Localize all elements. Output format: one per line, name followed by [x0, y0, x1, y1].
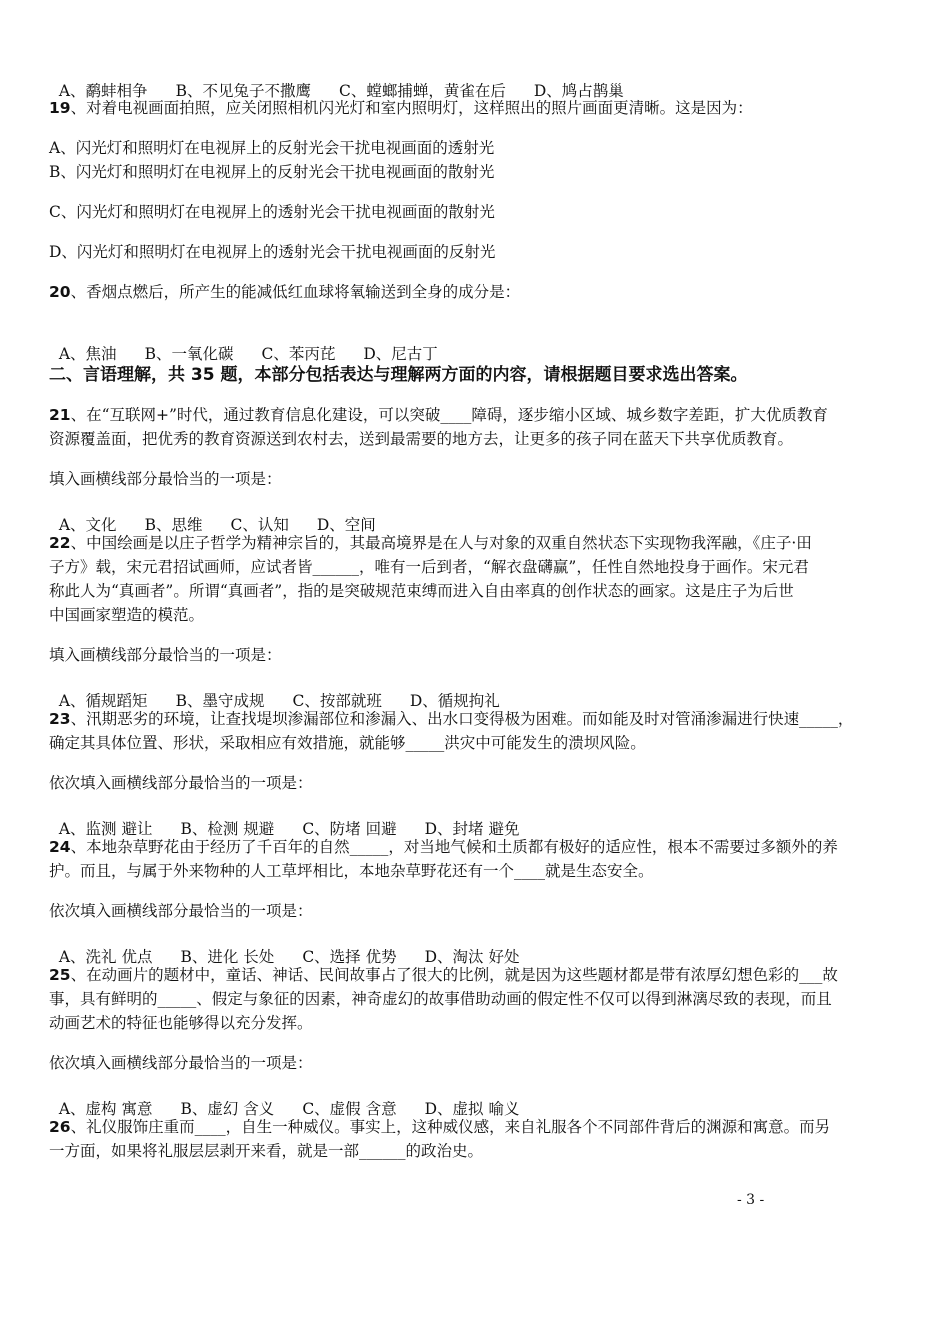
q24-options [49, 924, 547, 968]
q22-option-c: C、按部就班 [292, 692, 382, 710]
q24-number: 24 [49, 838, 71, 856]
q19-number: 19 [49, 99, 71, 117]
q22-option-d: D、循规拘礼 [409, 692, 500, 710]
q23-line1: 、汛期恶劣的环境，让查找堤坝渗漏部位和渗漏入、出水口变得极为困难。而如能及时对管涌渗漏进行快速_____， [70, 710, 854, 728]
q21-option-d: D、空间 [316, 516, 376, 534]
q22-number: 22 [49, 534, 71, 552]
q19-option-a: A、闪光灯和照明灯在电视屏上的反射光会干扰电视画面的透射光 [49, 139, 495, 157]
q25-line1: 、在动画片的题材中，童话、神话、民间故事占了很大的比例，就是因为这些题材都是带有浓厚幻想色彩的___故 [70, 966, 838, 984]
q24-option-c: C、选择 优势 [302, 948, 397, 966]
q23-line2: 确定其具体位置、形状，采取相应有效措施，就能够_____洪灾中可能发生的溃坝风险。 [49, 734, 646, 752]
q21-stem [49, 404, 828, 426]
q26-stem [49, 1116, 830, 1138]
q20-number: 20 [49, 283, 71, 301]
q18-option-a: A、鹬蚌相争 [58, 82, 148, 100]
q21-option-c: C、认知 [230, 516, 289, 534]
q25-line2: 事，具有鲜明的_____、假定与象征的因素，神奇虚幻的故事借助动画的假定性不仅可以得到淋漓尽致的表现，而且 [49, 990, 832, 1008]
q26-line2: 一方面，如果将礼服层层剥开来看，就是一部______的政治史。 [49, 1142, 484, 1160]
q25-options [49, 1076, 547, 1120]
q19-stem [49, 97, 753, 119]
q19-option-c: C、闪光灯和照明灯在电视屏上的透射光会干扰电视画面的散射光 [49, 203, 495, 221]
q24-option-d: D、淘汰 好处 [424, 948, 520, 966]
q23-option-d: D、封堵 避免 [424, 820, 520, 838]
q22-option-b: B、墨守成规 [175, 692, 265, 710]
q24-stem [49, 836, 838, 858]
q24-option-a: A、洗礼 优点 [58, 948, 153, 966]
q25-option-c: C、虚假 含意 [302, 1100, 397, 1118]
q23-number: 23 [49, 710, 71, 728]
q22-line1: 、中国绘画是以庄子哲学为精神宗旨的，其最高境界是在人与对象的双重自然状态下实现物我浑融，《庄子·田 [70, 534, 812, 552]
q22-line4: 中国画家塑造的模范。 [49, 606, 205, 624]
q20-option-b: B、一氧化碳 [144, 345, 234, 363]
q25-number: 25 [49, 966, 71, 984]
q24-line1: 、本地杂草野花由于经历了千百年的自然_____，对当地气候和土质都有极好的适应性，根本不需要过多额外的养 [70, 838, 838, 856]
q22-line2: 子方》载，宋元君招试画师，应试者皆______，唯有一后到者，“解衣盘礴赢”，任性自然地投身于画作。宋元君 [49, 558, 809, 576]
q25-line3: 动画艺术的特征也能够得以充分发挥。 [49, 1014, 313, 1032]
q25-option-b: B、虚幻 含义 [180, 1100, 275, 1118]
q20-stem [49, 281, 520, 303]
q18-option-b: B、不见兔子不撒鹰 [175, 82, 311, 100]
q19-option-d: D、闪光灯和照明灯在电视屏上的透射光会干扰电视画面的反射光 [49, 243, 496, 261]
q23-option-b: B、检测 规避 [180, 820, 275, 838]
q19-option-b: B、闪光灯和照明灯在电视屏上的反射光会干扰电视画面的散射光 [49, 163, 495, 181]
q20-text: 、香烟点燃后，所产生的能减低红血球将氧输送到全身的成分是： [70, 283, 521, 301]
q18-option-d: D、鸠占鹊巢 [533, 82, 624, 100]
q22-stem [49, 532, 812, 554]
q22-options [49, 668, 528, 712]
q26-line1: 、礼仪服饰庄重而____，自生一种威仪。事实上，这种威仪感，来自礼服各个不同部件背后的渊源和寓意。而另 [70, 1118, 831, 1136]
q21-line1: 、在“互联网+”时代，通过教育信息化建设，可以突破____障碍，逐步缩小区域、城乡数字差距，扩大优质教育 [70, 406, 828, 424]
q23-stem [49, 708, 853, 730]
q24-prompt: 依次填入画横线部分最恰当的一项是： [49, 902, 313, 920]
q23-options [49, 796, 547, 840]
q20-options [49, 321, 466, 365]
q21-options [49, 492, 404, 536]
q19-text: 、对着电视画面拍照，应关闭照相机闪光灯和室内照明灯，这样照出的照片画面更清晰。这是因为： [70, 99, 753, 117]
section-heading: 二、言语理解，共 35 题，本部分包括表达与理解两方面的内容，请根据题目要求选出答案。 [49, 365, 748, 385]
q22-option-a: A、循规蹈矩 [58, 692, 148, 710]
q25-prompt: 依次填入画横线部分最恰当的一项是： [49, 1054, 313, 1072]
q23-option-a: A、监测 避让 [58, 820, 153, 838]
q22-line3: 称此人为“真画者”。所谓“真画者”，指的是突破规范束缚而进入自由率真的创作状态的画家。这是庄子为后世 [49, 582, 794, 600]
q22-prompt: 填入画横线部分最恰当的一项是： [49, 646, 282, 664]
q24-line2: 护。而且，与属于外来物种的人工草坪相比，本地杂草野花还有一个____就是生态安全。 [49, 862, 654, 880]
q26-number: 26 [49, 1118, 71, 1136]
page-number: - 3 - [737, 1192, 765, 1208]
q20-option-a: A、焦油 [58, 345, 117, 363]
q20-option-d: D、尼古丁 [363, 345, 438, 363]
q18-options [49, 58, 652, 102]
q25-stem [49, 964, 838, 986]
q21-number: 21 [49, 406, 71, 424]
q24-option-b: B、进化 长处 [180, 948, 275, 966]
q18-option-c: C、螳螂捕蝉，黄雀在后 [338, 82, 506, 100]
q23-option-c: C、防堵 回避 [302, 820, 397, 838]
q25-option-d: D、虚拟 喻义 [424, 1100, 520, 1118]
q25-option-a: A、虚构 寓意 [58, 1100, 153, 1118]
q20-option-c: C、苯丙芘 [261, 345, 336, 363]
q21-option-b: B、思维 [144, 516, 203, 534]
q21-prompt: 填入画横线部分最恰当的一项是： [49, 470, 282, 488]
q23-prompt: 依次填入画横线部分最恰当的一项是： [49, 774, 313, 792]
q21-option-a: A、文化 [58, 516, 117, 534]
q21-line2: 资源覆盖面，把优秀的教育资源送到农村去，送到最需要的地方去，让更多的孩子同在蓝天下共享优质教育。 [49, 430, 794, 448]
